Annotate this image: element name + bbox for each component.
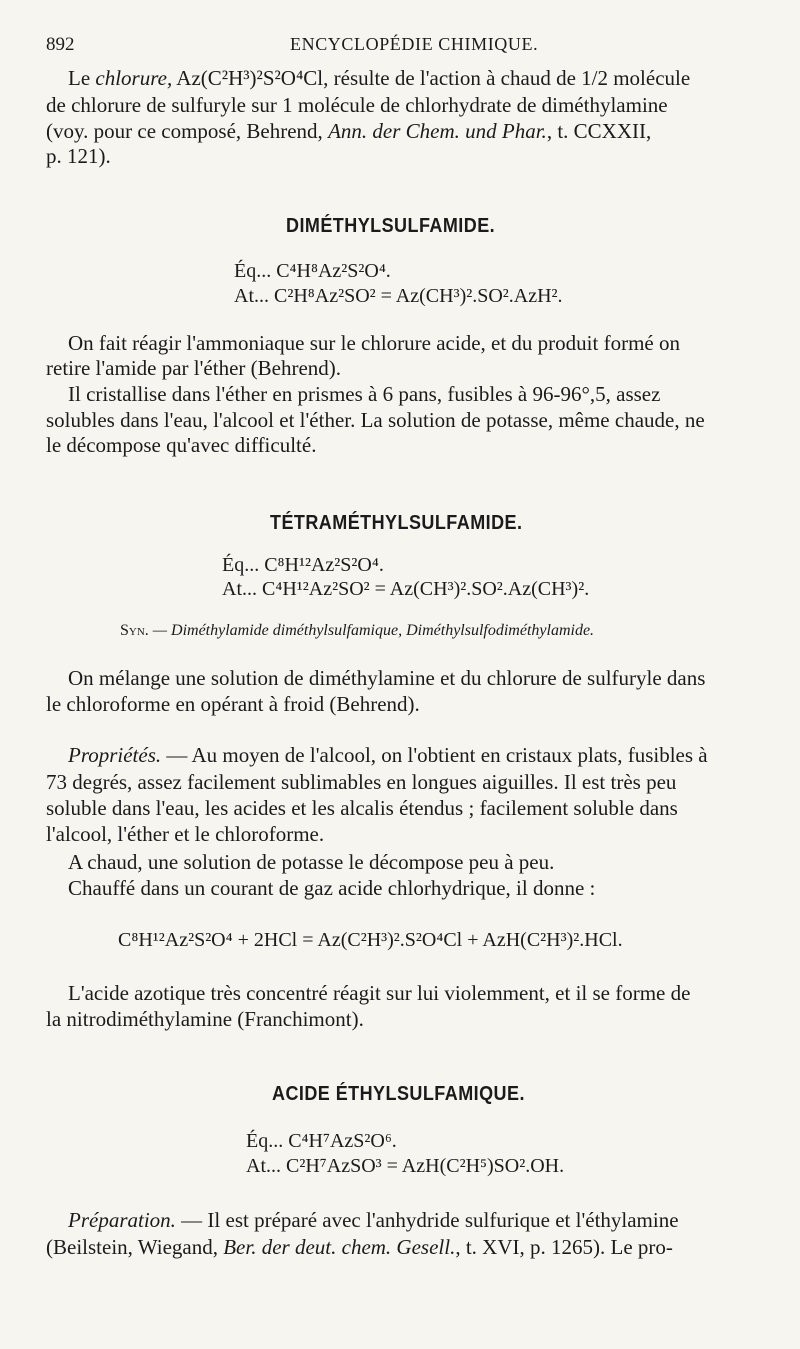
text-line <box>68 745 708 766</box>
text-line <box>46 1237 673 1258</box>
text-span: — Il est préparé avec l'anhydride sulfurique et l'éthylamine <box>175 1208 679 1232</box>
text-span: Az(C²H³)²S²O⁴Cl, résulte de l'action à chaud de 1/2 molécule <box>172 66 691 90</box>
running-title: ENCYCLOPÉDIE CHIMIQUE. <box>290 34 539 54</box>
text-line: On fait réagir l'ammoniaque sur le chlorure acide, et du produit formé on <box>68 331 680 355</box>
syn-text: — Diméthylamide diméthylsulfamique, Diméthylsulfodiméthylamide. <box>148 622 595 639</box>
section-heading: TÉTRAMÉTHYLSULFAMIDE. <box>270 512 523 534</box>
text-span: (Beilstein, Wiegand, <box>46 1235 224 1259</box>
text-line: de chlorure de sulfuryle sur 1 molécule de chlorhydrate de diméthylamine <box>46 93 668 117</box>
text-line: A chaud, une solution de potasse le décompose peu à peu. <box>68 850 555 874</box>
formula-at: At... C²H⁷AzSO³ = AzH(C²H⁵)SO².OH. <box>246 1155 565 1177</box>
text-line: soluble dans l'eau, les acides et les alcalis étendus ; facilement soluble dans <box>46 796 678 820</box>
citation-italic: Ber. der deut. chem. Gesell. <box>223 1235 456 1259</box>
syn-label: Syn. <box>120 622 149 639</box>
text-line: 73 degrés, assez facilement sublimables en longues aiguilles. Il est très peu <box>46 770 677 794</box>
formula-eq: Éq... C⁴H⁸Az²S²O⁴. <box>234 260 391 282</box>
text-span: — Au moyen de l'alcool, on l'obtient en cristaux plats, fusibles à <box>161 743 708 767</box>
text-line: retire l'amide par l'éther (Behrend). <box>46 356 342 380</box>
formula-at: At... C²H⁸Az²SO² = Az(CH³)².SO².AzH². <box>234 285 563 307</box>
text-line <box>68 1210 679 1231</box>
text-line <box>46 121 651 142</box>
text-line: p. 121). <box>46 144 111 168</box>
italic-term: Propriétés. <box>68 743 162 767</box>
text-line: Chauffé dans un courant de gaz acide chlorhydrique, il donne : <box>68 876 596 900</box>
text-line <box>68 68 690 89</box>
section-heading: ACIDE ÉTHYLSULFAMIQUE. <box>272 1083 525 1105</box>
italic-term: chlorure, <box>95 66 173 90</box>
text-span: (voy. pour ce composé, Behrend, <box>46 119 329 143</box>
section-heading: DIMÉTHYLSULFAMIDE. <box>286 215 496 237</box>
text-line: l'alcool, l'éther et le chloroforme. <box>46 822 325 846</box>
text-span: Le <box>68 66 96 90</box>
text-line: le décompose qu'avec difficulté. <box>46 433 317 457</box>
italic-term: Préparation. <box>68 1208 176 1232</box>
synonyms-line <box>120 622 594 640</box>
text-line: la nitrodiméthylamine (Franchimont). <box>46 1007 364 1031</box>
formula-eq: Éq... C⁴H⁷AzS²O⁶. <box>246 1130 397 1152</box>
formula-at: At... C⁴H¹²Az²SO² = Az(CH³)².SO².Az(CH³)². <box>222 578 590 600</box>
text-span: , t. CCXXII, <box>546 119 652 143</box>
text-line: Il cristallise dans l'éther en prismes à 6 pans, fusibles à 96-96°,5, assez <box>68 382 661 406</box>
formula-eq: Éq... C⁸H¹²Az²S²O⁴. <box>222 554 384 576</box>
text-line: le chloroforme en opérant à froid (Behrend). <box>46 692 420 716</box>
text-span: , t. XVI, p. 1265). Le pro- <box>455 1235 673 1259</box>
text-line: L'acide azotique très concentré réagit sur lui violemment, et il se forme de <box>68 981 691 1005</box>
reaction-equation: C⁸H¹²Az²S²O⁴ + 2HCl = Az(C²H³)².S²O⁴Cl + AzH(C²H³)².HCl. <box>118 929 623 951</box>
text-line: solubles dans l'eau, l'alcool et l'éther. La solution de potasse, même chaude, ne <box>46 408 705 432</box>
citation-italic: Ann. der Chem. und Phar. <box>328 119 547 143</box>
text-line: On mélange une solution de diméthylamine et du chlorure de sulfuryle dans <box>68 666 706 690</box>
page-number: 892 <box>46 34 75 55</box>
